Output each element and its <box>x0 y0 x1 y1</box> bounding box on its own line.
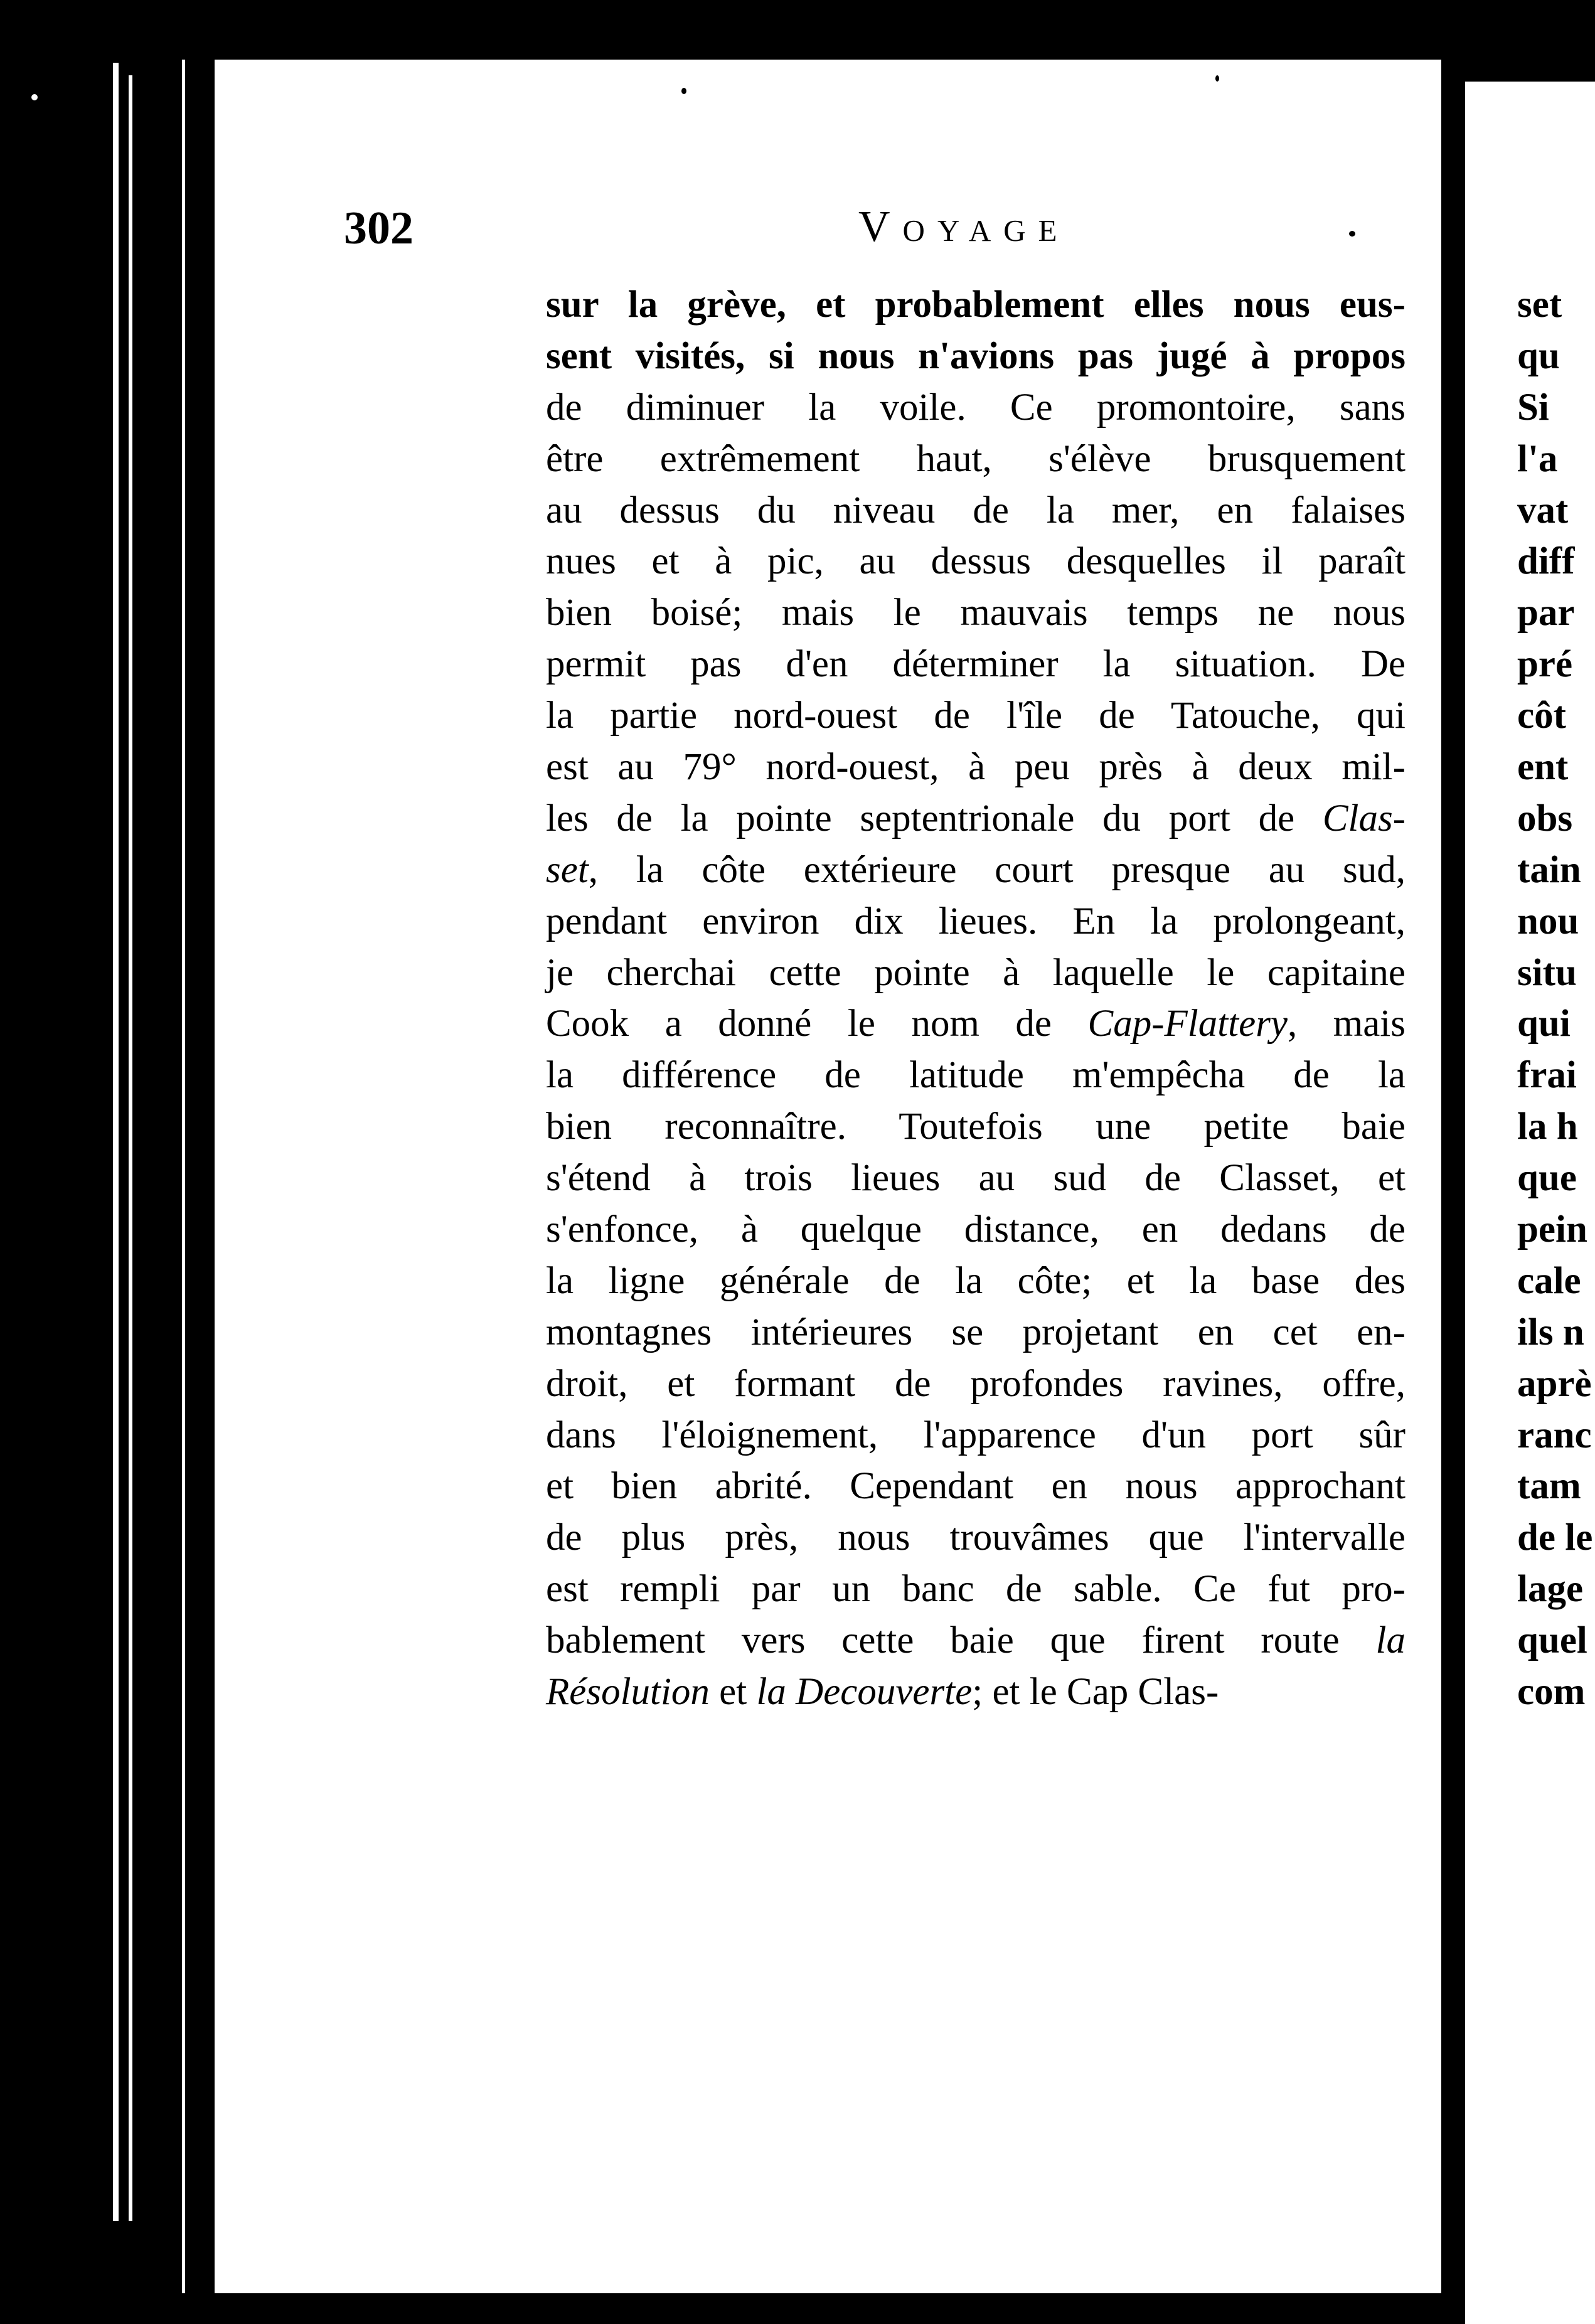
fragment: cale <box>1517 1259 1581 1302</box>
text-line <box>546 793 1406 845</box>
text-line: permit pas d'en déterminer la situation. De <box>546 643 1406 686</box>
speck <box>31 94 38 100</box>
fragment: l'a <box>1517 437 1558 480</box>
place-name-italic: Cap-Flattery <box>1087 1003 1288 1045</box>
binding-stripe <box>113 63 119 2221</box>
fragment: ent <box>1517 746 1569 789</box>
place-name-italic: set <box>546 848 589 891</box>
fragment: frai <box>1517 1054 1577 1097</box>
speck <box>681 88 686 94</box>
ship-name-italic: Résolution <box>546 1671 710 1714</box>
text-line: dans l'éloignement, l'apparence d'un port sûr <box>546 1414 1406 1456</box>
body-text <box>546 279 1406 1718</box>
text-line <box>546 998 1406 1050</box>
fragment: qui <box>1517 1003 1571 1045</box>
text-line: je cherchai cette pointe à laquelle le capitaine <box>546 951 1406 994</box>
fragment: diff <box>1517 540 1575 583</box>
running-head: Voyage <box>858 203 1070 251</box>
text-line: bien boisé; mais le mauvais temps ne nous <box>546 592 1406 634</box>
fragment: set <box>1517 284 1562 326</box>
text-run: bablement vers cette baie que firent route <box>546 1619 1376 1662</box>
speck <box>1215 75 1219 82</box>
text-line <box>546 1666 1406 1718</box>
text-line: montagnes intérieures se projetant en cet en- <box>546 1311 1406 1353</box>
text-line: est rempli par un banc de sable. Ce fut pro- <box>546 1568 1406 1611</box>
binding-stripe <box>129 75 132 2221</box>
fragment: quel <box>1517 1619 1587 1662</box>
fragment: que <box>1517 1157 1577 1200</box>
text-line: la différence de latitude m'empêcha de la <box>546 1054 1406 1097</box>
fragment: obs <box>1517 797 1573 840</box>
text-run: les de la pointe septentrionale du port de <box>546 797 1323 840</box>
text-line <box>546 845 1406 896</box>
text-line: au dessus du niveau de la mer, en falaises <box>546 489 1406 531</box>
ship-name-italic: Decouverte <box>796 1671 973 1714</box>
text-line: être extrêmement haut, s'élève brusquement <box>546 437 1406 480</box>
fragment: de le <box>1517 1516 1593 1559</box>
facing-page-text <box>1517 279 1592 1718</box>
text-run: , mais <box>1288 1003 1406 1045</box>
fragment: com <box>1517 1671 1586 1714</box>
fragment: ranc <box>1517 1414 1592 1456</box>
fragment: lage <box>1517 1568 1584 1611</box>
text-run: et <box>709 1671 757 1714</box>
ship-name-italic: la <box>756 1671 786 1714</box>
fragment: vat <box>1517 489 1569 531</box>
fragment: aprè <box>1517 1362 1592 1405</box>
text-line: droit, et formant de profondes ravines, offre, <box>546 1362 1406 1405</box>
fragment: Si <box>1517 386 1549 429</box>
fragment: par <box>1517 592 1575 634</box>
text-line: de plus près, nous trouvâmes que l'intervalle <box>546 1516 1406 1559</box>
fragment: qu <box>1517 334 1560 377</box>
text-line: la ligne générale de la côte; et la base des <box>546 1259 1406 1302</box>
text-run: ; et le Cap Clas- <box>972 1671 1219 1714</box>
text-line: est au 79° nord-ouest, à peu près à deux mil- <box>546 746 1406 789</box>
fragment: nou <box>1517 900 1579 942</box>
text-line: pendant environ dix lieues. En la prolongeant, <box>546 900 1406 942</box>
page-header <box>344 196 1411 265</box>
text-run <box>786 1671 796 1713</box>
ship-name-italic: la <box>1375 1619 1406 1662</box>
text-line: sur la grève, et probablement elles nous eus- <box>546 284 1406 326</box>
text-run: Cook a donné le nom de <box>546 1003 1088 1045</box>
text-line: sent visités, si nous n'avions pas jugé à propos <box>546 334 1406 377</box>
text-line: nues et à pic, au dessus desquelles il paraît <box>546 540 1406 583</box>
text-line: s'étend à trois lieues au sud de Classet, et <box>546 1157 1406 1200</box>
fragment: situ <box>1517 951 1577 994</box>
text-line: la partie nord-ouest de l'île de Tatouche, qui <box>546 695 1406 737</box>
text-line: et bien abrité. Cependant en nous approchant <box>546 1465 1406 1508</box>
text-line: bien reconnaître. Toutefois une petite baie <box>546 1106 1406 1148</box>
binding-stripe <box>182 60 185 2293</box>
fragment: côt <box>1517 695 1566 737</box>
place-name-italic: Clas- <box>1322 797 1406 840</box>
fragment: la h <box>1517 1106 1578 1148</box>
fragment: pein <box>1517 1208 1587 1251</box>
page-number: 302 <box>344 203 413 254</box>
fragment: tam <box>1517 1465 1581 1508</box>
fragment: tain <box>1517 848 1581 891</box>
text-line: s'enfonce, à quelque distance, en dedans de <box>546 1208 1406 1251</box>
text-line <box>546 1615 1406 1666</box>
text-line: de diminuer la voile. Ce promontoire, sans <box>546 386 1406 429</box>
fragment: ils n <box>1517 1311 1584 1353</box>
fragment: pré <box>1517 643 1573 686</box>
text-run: , la côte extérieure court presque au sud, <box>588 848 1406 891</box>
